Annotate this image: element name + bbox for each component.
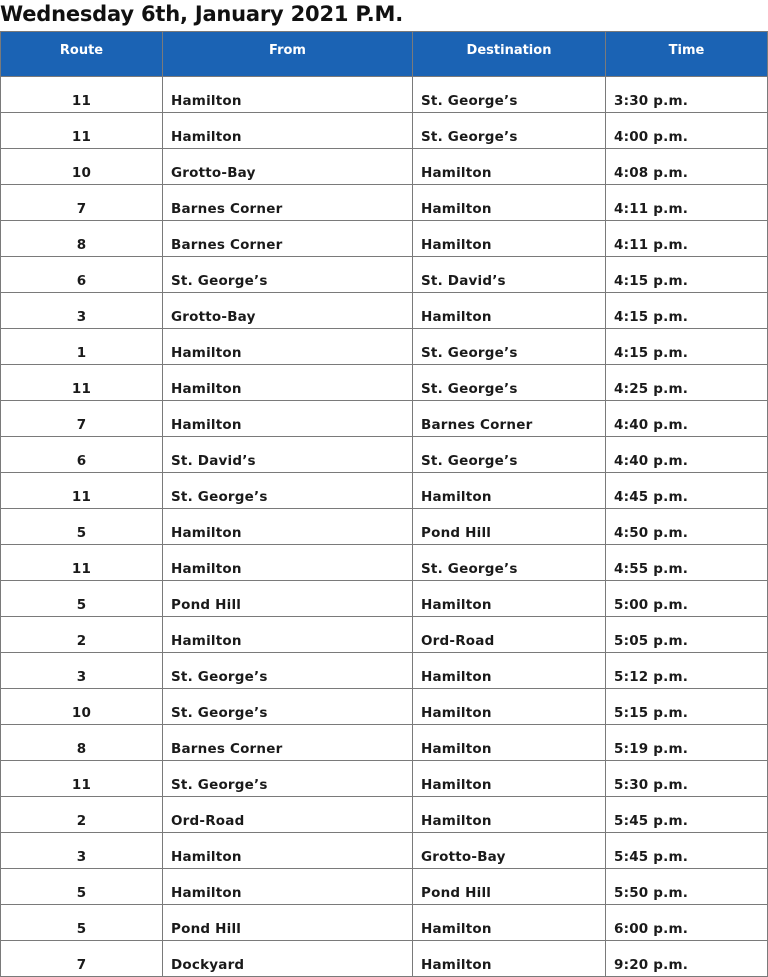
table-row	[1, 905, 768, 941]
table-row	[1, 545, 768, 581]
route-cell: 6	[1, 257, 163, 293]
table-row	[1, 113, 768, 149]
table-row	[1, 725, 768, 761]
destination-cell: Grotto-Bay	[413, 833, 606, 869]
destination-cell: St. George’s	[413, 437, 606, 473]
table-row	[1, 869, 768, 905]
destination-cell: Hamilton	[413, 185, 606, 221]
table-row	[1, 185, 768, 221]
from-cell: St. George’s	[163, 653, 413, 689]
table-row	[1, 473, 768, 509]
time-cell: 5:30 p.m.	[606, 761, 768, 797]
bus-schedule-table	[0, 31, 768, 977]
route-cell: 10	[1, 149, 163, 185]
from-cell: Hamilton	[163, 329, 413, 365]
table-row	[1, 293, 768, 329]
destination-cell: Hamilton	[413, 653, 606, 689]
route-cell: 7	[1, 185, 163, 221]
table-row	[1, 941, 768, 977]
from-cell: Hamilton	[163, 833, 413, 869]
from-cell: Pond Hill	[163, 905, 413, 941]
from-cell: Hamilton	[163, 113, 413, 149]
column-header-time: Time	[606, 32, 768, 77]
route-cell: 8	[1, 221, 163, 257]
destination-cell: St. George’s	[413, 329, 606, 365]
destination-cell: Pond Hill	[413, 869, 606, 905]
from-cell: Barnes Corner	[163, 185, 413, 221]
destination-cell: Barnes Corner	[413, 401, 606, 437]
destination-cell: Hamilton	[413, 221, 606, 257]
table-row	[1, 329, 768, 365]
table-row	[1, 365, 768, 401]
time-cell: 4:40 p.m.	[606, 401, 768, 437]
route-cell: 1	[1, 329, 163, 365]
destination-cell: St. George’s	[413, 365, 606, 401]
table-row	[1, 221, 768, 257]
destination-cell: Hamilton	[413, 761, 606, 797]
time-cell: 5:00 p.m.	[606, 581, 768, 617]
destination-cell: Hamilton	[413, 293, 606, 329]
time-cell: 4:00 p.m.	[606, 113, 768, 149]
time-cell: 4:50 p.m.	[606, 509, 768, 545]
destination-cell: Hamilton	[413, 725, 606, 761]
route-cell: 11	[1, 761, 163, 797]
route-cell: 3	[1, 833, 163, 869]
from-cell: St. George’s	[163, 257, 413, 293]
time-cell: 4:11 p.m.	[606, 221, 768, 257]
destination-cell: St. David’s	[413, 257, 606, 293]
time-cell: 3:30 p.m.	[606, 77, 768, 113]
destination-cell: St. George’s	[413, 545, 606, 581]
time-cell: 5:19 p.m.	[606, 725, 768, 761]
from-cell: Grotto-Bay	[163, 149, 413, 185]
from-cell: Dockyard	[163, 941, 413, 977]
from-cell: St. George’s	[163, 473, 413, 509]
from-cell: St. David’s	[163, 437, 413, 473]
time-cell: 5:45 p.m.	[606, 797, 768, 833]
time-cell: 4:40 p.m.	[606, 437, 768, 473]
table-row	[1, 617, 768, 653]
from-cell: St. George’s	[163, 761, 413, 797]
table-header-row	[1, 32, 768, 77]
time-cell: 5:05 p.m.	[606, 617, 768, 653]
destination-cell: Ord-Road	[413, 617, 606, 653]
route-cell: 11	[1, 113, 163, 149]
table-row	[1, 833, 768, 869]
destination-cell: St. George’s	[413, 113, 606, 149]
time-cell: 4:15 p.m.	[606, 293, 768, 329]
route-cell: 11	[1, 473, 163, 509]
table-row	[1, 653, 768, 689]
route-cell: 3	[1, 653, 163, 689]
from-cell: Hamilton	[163, 365, 413, 401]
destination-cell: St. George’s	[413, 77, 606, 113]
time-cell: 5:12 p.m.	[606, 653, 768, 689]
time-cell: 4:45 p.m.	[606, 473, 768, 509]
from-cell: Pond Hill	[163, 581, 413, 617]
route-cell: 6	[1, 437, 163, 473]
from-cell: Barnes Corner	[163, 725, 413, 761]
table-row	[1, 761, 768, 797]
route-cell: 7	[1, 401, 163, 437]
column-header-from: From	[163, 32, 413, 77]
destination-cell: Hamilton	[413, 149, 606, 185]
from-cell: Hamilton	[163, 869, 413, 905]
from-cell: St. George’s	[163, 689, 413, 725]
from-cell: Hamilton	[163, 401, 413, 437]
destination-cell: Pond Hill	[413, 509, 606, 545]
time-cell: 4:15 p.m.	[606, 329, 768, 365]
table-row	[1, 437, 768, 473]
route-cell: 5	[1, 869, 163, 905]
route-cell: 2	[1, 797, 163, 833]
table-row	[1, 401, 768, 437]
destination-cell: Hamilton	[413, 797, 606, 833]
route-cell: 11	[1, 77, 163, 113]
route-cell: 11	[1, 545, 163, 581]
time-cell: 4:11 p.m.	[606, 185, 768, 221]
destination-cell: Hamilton	[413, 581, 606, 617]
route-cell: 5	[1, 905, 163, 941]
table-row	[1, 797, 768, 833]
table-row	[1, 149, 768, 185]
page-title: Wednesday 6th, January 2021 P.M.	[0, 2, 403, 26]
from-cell: Hamilton	[163, 77, 413, 113]
time-cell: 5:50 p.m.	[606, 869, 768, 905]
time-cell: 6:00 p.m.	[606, 905, 768, 941]
destination-cell: Hamilton	[413, 473, 606, 509]
table-body	[1, 77, 768, 977]
table-row	[1, 257, 768, 293]
time-cell: 5:15 p.m.	[606, 689, 768, 725]
from-cell: Barnes Corner	[163, 221, 413, 257]
time-cell: 4:08 p.m.	[606, 149, 768, 185]
time-cell: 4:15 p.m.	[606, 257, 768, 293]
route-cell: 10	[1, 689, 163, 725]
table-row	[1, 689, 768, 725]
column-header-destination: Destination	[413, 32, 606, 77]
from-cell: Grotto-Bay	[163, 293, 413, 329]
table-row	[1, 581, 768, 617]
table-row	[1, 509, 768, 545]
from-cell: Hamilton	[163, 545, 413, 581]
route-cell: 2	[1, 617, 163, 653]
column-header-route: Route	[1, 32, 163, 77]
route-cell: 8	[1, 725, 163, 761]
time-cell: 4:25 p.m.	[606, 365, 768, 401]
from-cell: Hamilton	[163, 509, 413, 545]
route-cell: 11	[1, 365, 163, 401]
route-cell: 5	[1, 509, 163, 545]
destination-cell: Hamilton	[413, 689, 606, 725]
table-row	[1, 77, 768, 113]
time-cell: 5:45 p.m.	[606, 833, 768, 869]
destination-cell: Hamilton	[413, 941, 606, 977]
route-cell: 5	[1, 581, 163, 617]
from-cell: Hamilton	[163, 617, 413, 653]
time-cell: 4:55 p.m.	[606, 545, 768, 581]
route-cell: 3	[1, 293, 163, 329]
route-cell: 7	[1, 941, 163, 977]
time-cell: 9:20 p.m.	[606, 941, 768, 977]
from-cell: Ord-Road	[163, 797, 413, 833]
destination-cell: Hamilton	[413, 905, 606, 941]
